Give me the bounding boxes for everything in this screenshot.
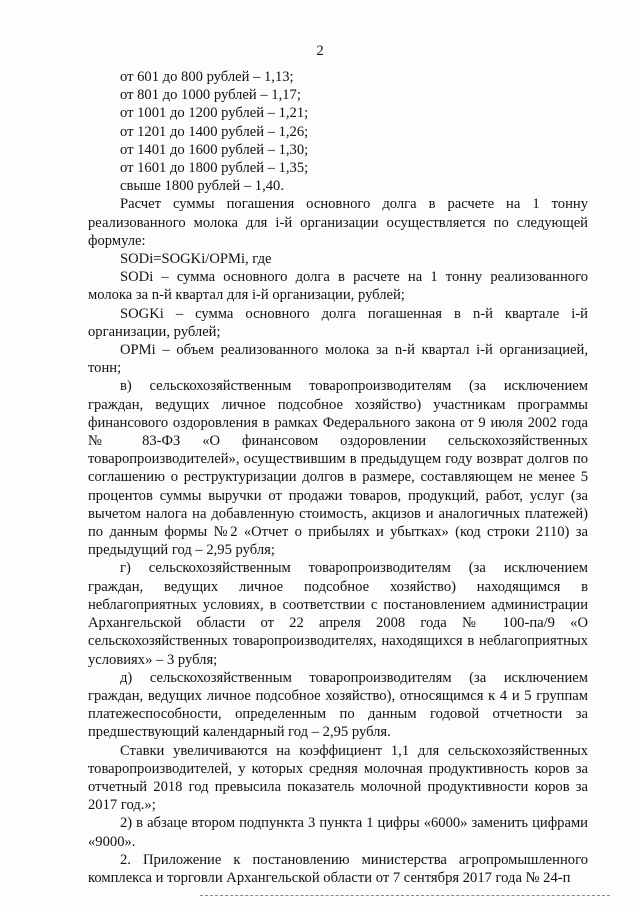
rate-item: от 1201 до 1400 рублей – 1,26; [120,123,309,140]
formula: SODi=SOGKi/OPMi, где [120,251,272,268]
definition-sodi: SODi – сумма основного долга в расчете на 1 тонну реализованного молока за n-й квартал для i-й организации, рублей; [88,269,588,304]
rate-item: от 801 до 1000 рублей – 1,17; [120,87,301,104]
item-2-paragraph: 2) в абзаце втором подпункта 3 пункта 1 цифры «6000» заменить цифрами «9000». [88,815,588,850]
rate-item: свыше 1800 рублей – 1,40. [120,178,284,195]
page-number: 2 [316,43,324,59]
rate-list [88,68,588,195]
rate-item: от 1001 до 1200 рублей – 1,21; [120,105,309,122]
calc-intro-paragraph: Расчет суммы погашения основного долга в расчете на 1 тонну реализованного молока для i-й организации осуществляется по следующей формуле: [88,196,588,249]
item-v-paragraph: в) сельскохозяйственным товаропроизводителям (за исключением граждан, ведущих личное подсобное хозяйство) участникам программы финансового оздоровления в рамках Федерального закона от 9 июля 2002 года № 83-ФЗ «О финансовом оздоровлении сельскохозяйственных товаропроизводителей», осуществившим в предыдущем году возврат долгов по соглашению о реструктуризации долгов в размере, составляющем не менее 5 процентов суммы выручки от продажи товаров, продукций, работ, услуг (за вычетом налога на добавленную стоимость, акцизов и аналогичных платежей) по данным формы №2 «Отчет о прибылях и убытках» (код строки 2110) за предыдущий год – 2,95 рубля; [88,378,588,559]
definition-sogki: SOGKi – сумма основного долга погашенная в n-й квартале i-й организации, рублей; [88,305,588,340]
definition-opmi: OPMi – объем реализованного молока за n-й квартал i-й организацией, тонн; [88,342,588,377]
item-d-paragraph: д) сельскохозяйственным товаропроизводителям (за исключением граждан, ведущих личное подсобное хозяйство), относящимся к 4 и 5 группам платежеспособности, определенным по данным годовой отчетности за предшествующий календарный год – 2,95 рубля. [88,669,588,741]
scan-bottom-rule [200,895,610,896]
rate-item: от 1601 до 1800 рублей – 1,35; [120,160,309,177]
item-g-paragraph: г) сельскохозяйственным товаропроизводителям (за исключением граждан, ведущих личное подсобное хозяйство) находящимся в неблагоприятных условиях, в соответствии с постановлением администрации Архангельской области от 22 апреля 2008 года № 100-па/9 «О сельскохозяйственных товаропроизводителях, находящихся в неблагоприятных условиях» – 3 рубля; [88,560,588,668]
rate-item: от 601 до 800 рублей – 1,13; [120,69,294,85]
coefficient-paragraph: Ставки увеличиваются на коэффициент 1,1 для сельскохозяйственных товаропроизводителей, у которых средняя молочная продуктивность коров за отчетный 2018 год превысила показатель молочной продуктивности коров за 2017 год.»; [88,742,588,814]
rate-item: от 1401 до 1600 рублей – 1,30; [120,141,309,158]
document-body [88,68,588,887]
appendix-paragraph: 2. Приложение к постановлению министерства агропромышленного комплекса и торговли Архангельской области от 7 сентября 2017 года № 24-п [88,851,588,886]
